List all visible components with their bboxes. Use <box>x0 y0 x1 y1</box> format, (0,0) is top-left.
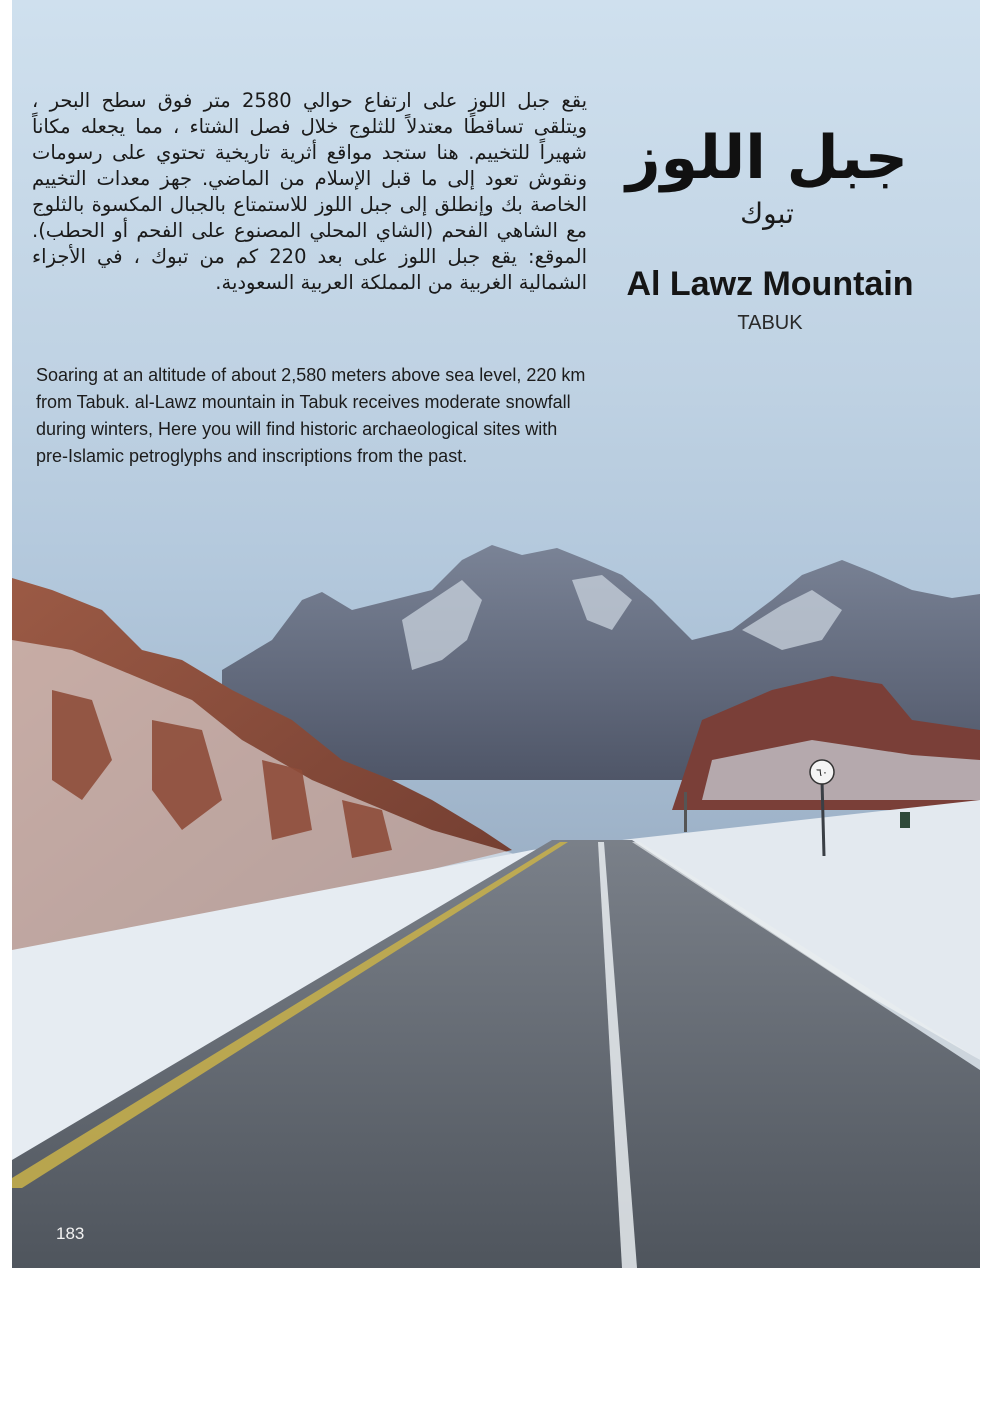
title-arabic: جبل اللوز <box>626 123 908 193</box>
roadside-post <box>684 792 687 832</box>
speed-sign-pole <box>822 780 824 856</box>
roadside-bin <box>900 812 910 828</box>
subtitle-english: TABUK <box>737 312 803 334</box>
english-description: Soaring at an altitude of about 2,580 meters above sea level, 220 km from Tabuk. al-Lawz mountain in Tabuk receives moderate snowfall during winters, Here you will find historic archaeological sites with pre-Islamic petroglyphs and inscriptions from the past. <box>36 365 586 466</box>
subtitle-arabic: تبوك <box>740 197 794 230</box>
speed-sign-text: ٦٠ <box>816 766 828 779</box>
arabic-description: يقع جبل اللوز على ارتفاع حوالي 2580 متر فوق سطح البحر ، ويتلقى تساقطًا معتدلاً للثلوج خلال فصل الشتاء ، مما يجعله مكاناً شهيراً للتخييم. هنا ستجد مواقع أثرية تاريخية تحتوي على رسومات ونقوش تعود إلى ما قبل الإسلام من الماضي. جهز معدات التخييم الخاصة بك وإنطلق إلى جبل اللوز للاستمتاع بالجبال المكسوة بالثلوج مع الشاهي الفحم (الشاي المحلي المصنوع على الفحم أو الحطب). الموقع: يقع جبل اللوز على بعد 220 كم من تبوك ، في الأجزاء الشمالية الغربية من المملكة العربية السعودية. <box>32 89 587 294</box>
page-number: 183 <box>56 1224 85 1243</box>
magazine-page <box>12 0 980 1268</box>
title-english: Al Lawz Mountain <box>626 265 914 303</box>
